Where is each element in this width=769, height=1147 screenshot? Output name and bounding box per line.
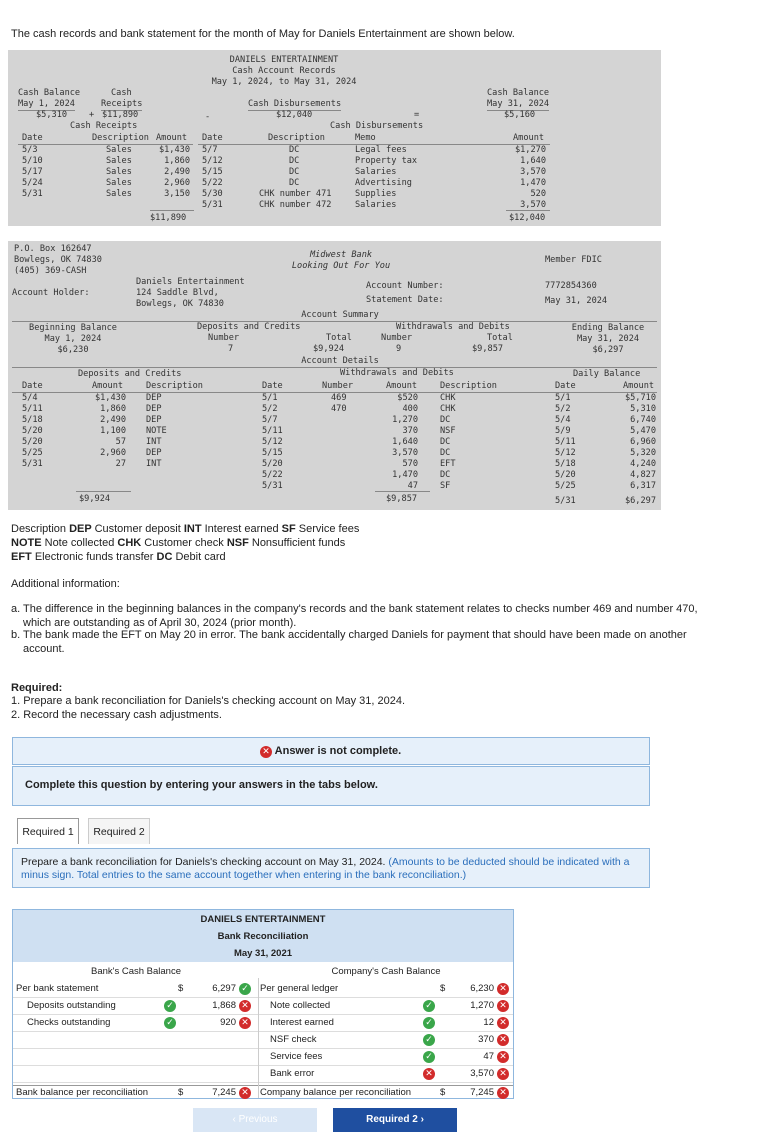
receipt-amount: 3,150 bbox=[164, 189, 190, 199]
withdrawal-amount: 3,570 bbox=[392, 448, 418, 458]
summary-dep-total-label: Total bbox=[326, 333, 352, 343]
disb-amount: 3,570 bbox=[520, 167, 546, 177]
summary-wd-total-label: Total bbox=[487, 333, 513, 343]
daily-amount: $6,297 bbox=[624, 496, 656, 506]
disb-memo: Property tax bbox=[355, 156, 418, 166]
previous-label: Previous bbox=[238, 1114, 278, 1125]
wd-header-desc: Description bbox=[440, 381, 497, 391]
legend-text: Note collected bbox=[44, 537, 118, 549]
bank-row-label[interactable]: Deposits outstanding bbox=[27, 1000, 116, 1011]
additional-title: Additional information: bbox=[11, 578, 120, 590]
book-row-value[interactable]: 1,270 bbox=[470, 1000, 494, 1011]
tab-content-instruction bbox=[12, 848, 650, 888]
disb-amount: 1,640 bbox=[520, 156, 546, 166]
daily-header-amount: Amount bbox=[623, 381, 655, 391]
summary-wd-number: 9 bbox=[396, 344, 402, 354]
instructions-banner bbox=[12, 766, 650, 806]
bank-row-label[interactable]: Per bank statement bbox=[16, 983, 99, 994]
deposit-amount: 27 bbox=[115, 459, 126, 469]
withdrawal-amount: 570 bbox=[402, 459, 418, 469]
legend-text: Electronic funds transfer bbox=[34, 551, 157, 563]
error-icon: ✕ bbox=[497, 983, 509, 995]
withdrawal-amount: 1,640 bbox=[392, 437, 418, 447]
receipts-label2: Receipts bbox=[101, 99, 143, 109]
legend-text: Interest earned bbox=[204, 523, 282, 535]
daily-date: 5/1 bbox=[555, 393, 571, 403]
daily-date: 5/2 bbox=[555, 404, 571, 414]
daily-date: 5/4 bbox=[555, 415, 571, 425]
legend-code: DC bbox=[156, 551, 176, 563]
withdrawal-desc: SF bbox=[440, 481, 451, 491]
minus-sign: - bbox=[205, 112, 211, 122]
beginning-balance-label2: May 1, 2024 bbox=[44, 334, 102, 344]
deposit-amount: 1,100 bbox=[100, 426, 126, 436]
withdrawal-date: 5/31 bbox=[262, 481, 283, 491]
book-row-label[interactable]: Service fees bbox=[270, 1051, 323, 1062]
account-holder-street: 124 Saddle Blvd, bbox=[136, 288, 219, 298]
receipts-header-date: Date bbox=[22, 133, 43, 143]
book-row-label[interactable]: Per general ledger bbox=[260, 983, 339, 994]
receipt-desc: Sales bbox=[106, 156, 132, 166]
deposit-desc: DEP bbox=[146, 404, 162, 414]
daily-amount: 6,960 bbox=[630, 437, 656, 447]
legend-text: Nonsufficient funds bbox=[251, 537, 346, 549]
deposit-desc: INT bbox=[146, 459, 162, 469]
next-button[interactable] bbox=[333, 1108, 457, 1132]
withdrawal-number: 469 bbox=[331, 393, 347, 403]
deposit-amount: 1,860 bbox=[100, 404, 126, 414]
plus-sign: + bbox=[89, 110, 95, 120]
legend-text: Customer check bbox=[144, 537, 227, 549]
deposit-amount: 57 bbox=[115, 437, 126, 447]
daily-amount: 6,740 bbox=[630, 415, 656, 425]
recon-row-divider bbox=[13, 1014, 513, 1015]
wd-detail-total: $9,857 bbox=[386, 494, 418, 504]
deposit-desc: DEP bbox=[146, 393, 162, 403]
receipt-desc: Sales bbox=[106, 178, 132, 188]
book-row-label[interactable]: NSF check bbox=[270, 1034, 317, 1045]
withdrawal-desc: DC bbox=[440, 415, 451, 425]
receipts-value: $11,890 bbox=[102, 110, 139, 120]
daily-amount: 4,240 bbox=[630, 459, 656, 469]
end-balance-label2: May 31, 2024 bbox=[487, 99, 550, 109]
book-total-value[interactable]: 7,245 bbox=[470, 1087, 494, 1098]
required-item1: 1. Prepare a bank reconciliation for Daniels's checking account on May 31, 2024. bbox=[11, 695, 406, 707]
wd-header-date: Date bbox=[262, 381, 283, 391]
disb-date: 5/22 bbox=[202, 178, 223, 188]
beg-balance-label1: Cash Balance bbox=[18, 88, 81, 98]
disb-total: $12,040 bbox=[509, 213, 546, 223]
check-icon: ✓ bbox=[164, 1017, 176, 1029]
daily-amount: 6,317 bbox=[630, 481, 656, 491]
daily-date: 5/25 bbox=[555, 481, 576, 491]
ending-balance-label2: May 31, 2024 bbox=[576, 334, 640, 344]
receipt-date: 5/31 bbox=[22, 189, 43, 199]
deposit-date: 5/18 bbox=[22, 415, 43, 425]
withdrawal-desc: DC bbox=[440, 470, 451, 480]
legend-text: Customer deposit bbox=[94, 523, 184, 535]
bank-side-title: Bank's Cash Balance bbox=[90, 966, 181, 977]
error-icon: ✕ bbox=[497, 1087, 509, 1099]
error-icon: ✕ bbox=[423, 1068, 435, 1080]
recon-company: DANIELS ENTERTAINMENT bbox=[200, 914, 326, 925]
deposit-desc: INT bbox=[146, 437, 162, 447]
daily-amount: 5,470 bbox=[630, 426, 656, 436]
account-number: 7772854360 bbox=[545, 281, 597, 291]
error-icon: ✕ bbox=[497, 1068, 509, 1080]
bank-currency: $ bbox=[178, 983, 184, 994]
withdrawal-date: 5/11 bbox=[262, 426, 283, 436]
disb-section-label: Cash Disbursements bbox=[330, 121, 424, 131]
disb-header-date: Date bbox=[202, 133, 223, 143]
account-holder-name: Daniels Entertainment bbox=[136, 277, 245, 287]
receipts-total-rule bbox=[150, 210, 194, 211]
withdrawal-amount: $520 bbox=[397, 393, 418, 403]
wd-header-amount: Amount bbox=[386, 381, 418, 391]
disb-desc: DC bbox=[289, 156, 300, 166]
book-total-label: Company balance per reconciliation bbox=[260, 1087, 412, 1098]
recon-row-divider bbox=[13, 997, 513, 998]
daily-amount: $5,710 bbox=[624, 393, 656, 403]
bank-name: Midwest Bank bbox=[309, 250, 373, 260]
legend-code: NOTE bbox=[11, 537, 45, 549]
additional-b: b. The bank made the EFT on May 20 in error. The bank accidentally charged Daniels for payment that should have been made on another account. bbox=[11, 629, 687, 655]
disb-total-rule bbox=[506, 210, 550, 211]
ending-balance-label1: Ending Balance bbox=[571, 323, 645, 333]
error-icon: ✕ bbox=[497, 1034, 509, 1046]
status-banner bbox=[12, 737, 650, 765]
tab-required-2[interactable]: Required 2 bbox=[88, 818, 150, 844]
dep-total-rule bbox=[76, 491, 131, 492]
end-balance-value: $5,160 bbox=[504, 110, 536, 120]
receipt-desc: Sales bbox=[106, 189, 132, 199]
summary-dep-number-label: Number bbox=[208, 333, 240, 343]
withdrawal-desc: DC bbox=[440, 437, 451, 447]
deposit-desc: NOTE bbox=[146, 426, 167, 436]
recon-total-rule bbox=[13, 1085, 513, 1086]
disb-memo: Salaries bbox=[355, 167, 397, 177]
withdrawal-amount: 47 bbox=[407, 481, 418, 491]
disb-desc: CHK number 471 bbox=[259, 189, 332, 199]
bank-address2: Bowlegs, OK 74830 bbox=[14, 255, 102, 265]
withdrawal-amount: 1,470 bbox=[392, 470, 418, 480]
bank-row-label[interactable]: Checks outstanding bbox=[27, 1017, 111, 1028]
equals-sign: = bbox=[414, 110, 420, 120]
chevron-left-icon: ‹ bbox=[232, 1114, 236, 1125]
disb-desc: DC bbox=[289, 167, 300, 177]
error-icon: ✕ bbox=[497, 1000, 509, 1012]
receipts-section-label: Cash Receipts bbox=[70, 121, 138, 131]
receipts-header-desc: Description bbox=[92, 133, 149, 143]
disb-header-memo: Memo bbox=[355, 133, 376, 143]
legend-code: DEP bbox=[69, 523, 95, 535]
summary-deposits-label: Deposits and Credits bbox=[197, 322, 301, 332]
bank-row-value[interactable]: 6,297 bbox=[212, 983, 236, 994]
disb-desc: DC bbox=[289, 145, 300, 155]
receipt-date: 5/24 bbox=[22, 178, 43, 188]
dep-header-amount: Amount bbox=[92, 381, 124, 391]
details-withdrawals-label: Withdrawals and Debits bbox=[340, 368, 454, 378]
error-icon: ✕ bbox=[497, 1051, 509, 1063]
daily-date: 5/11 bbox=[555, 437, 576, 447]
check-icon: ✓ bbox=[239, 983, 251, 995]
legend-line1 bbox=[11, 522, 359, 536]
cash-records-title: Cash Account Records bbox=[232, 66, 336, 76]
legend-code: CHK bbox=[117, 537, 145, 549]
deposit-desc: DEP bbox=[146, 415, 162, 425]
legend-code: SF bbox=[281, 523, 299, 535]
book-row-value[interactable]: 370 bbox=[478, 1034, 494, 1045]
deposit-date: 5/11 bbox=[22, 404, 43, 414]
account-holder-city: Bowlegs, OK 74830 bbox=[136, 299, 224, 309]
withdrawal-amount: 370 bbox=[402, 426, 418, 436]
book-row-label[interactable]: Interest earned bbox=[270, 1017, 334, 1028]
bank-row-value[interactable]: 1,868 bbox=[212, 1000, 236, 1011]
receipt-date: 5/3 bbox=[22, 145, 38, 155]
legend-line3 bbox=[11, 550, 226, 564]
summary-dep-total: $9,924 bbox=[313, 344, 345, 354]
cash-records-company: DANIELS ENTERTAINMENT bbox=[229, 55, 339, 65]
receipts-label1: Cash bbox=[111, 88, 132, 98]
ending-balance-value: $6,297 bbox=[592, 345, 624, 355]
disb-amount: 520 bbox=[530, 189, 546, 199]
account-number-label: Account Number: bbox=[366, 281, 444, 291]
disb-desc: CHK number 472 bbox=[259, 200, 332, 210]
bank-total-currency: $ bbox=[178, 1087, 184, 1098]
summary-rule bbox=[12, 321, 657, 322]
account-details-title: Account Details bbox=[301, 356, 379, 366]
receipts-total: $11,890 bbox=[150, 213, 187, 223]
disb-date: 5/7 bbox=[202, 145, 218, 155]
daily-header-date: Date bbox=[555, 381, 576, 391]
receipt-amount: $1,430 bbox=[158, 145, 190, 155]
deposit-amount: 2,490 bbox=[100, 415, 126, 425]
receipt-amount: 2,490 bbox=[164, 167, 190, 177]
beginning-balance-label1: Beginning Balance bbox=[29, 323, 117, 333]
recon-row-divider bbox=[13, 1048, 513, 1049]
error-icon: ✕ bbox=[260, 746, 272, 758]
disb-amount: 3,570 bbox=[520, 200, 546, 210]
dep-header-date: Date bbox=[22, 381, 43, 391]
recon-date: May 31, 2021 bbox=[233, 948, 293, 959]
book-row-label[interactable]: Note collected bbox=[270, 1000, 331, 1011]
bank-slogan: Looking Out For You bbox=[291, 261, 391, 271]
summary-withdrawals-label: Withdrawals and Debits bbox=[396, 322, 510, 332]
legend-code: INT bbox=[183, 523, 205, 535]
withdrawal-date: 5/20 bbox=[262, 459, 283, 469]
beginning-balance-value: $6,230 bbox=[57, 345, 89, 355]
disb-header-desc: Description bbox=[268, 133, 325, 143]
intro-text: The cash records and bank statement for the month of May for Daniels Entertainment are shown below. bbox=[11, 28, 515, 40]
withdrawal-date: 5/1 bbox=[262, 393, 278, 403]
withdrawal-desc: CHK bbox=[440, 393, 456, 403]
disb-memo: Legal fees bbox=[355, 145, 407, 155]
book-total-currency: $ bbox=[440, 1087, 446, 1098]
withdrawal-date: 5/2 bbox=[262, 404, 278, 414]
deposit-desc: DEP bbox=[146, 448, 162, 458]
error-icon: ✕ bbox=[239, 1087, 251, 1099]
summary-wd-number-label: Number bbox=[381, 333, 413, 343]
end-balance-label1: Cash Balance bbox=[487, 88, 550, 98]
recon-row-divider bbox=[13, 1031, 513, 1032]
check-icon: ✓ bbox=[423, 1034, 435, 1046]
deposit-date: 5/4 bbox=[22, 393, 38, 403]
receipt-date: 5/17 bbox=[22, 167, 43, 177]
daily-date: 5/9 bbox=[555, 426, 571, 436]
legend-code: Description bbox=[11, 523, 70, 535]
deposit-amount: 2,960 bbox=[100, 448, 126, 458]
wd-total-rule bbox=[375, 491, 430, 492]
wd-header-number: Number bbox=[322, 381, 354, 391]
bank-total-value[interactable]: 7,245 bbox=[212, 1087, 236, 1098]
deposit-amount: $1,430 bbox=[94, 393, 126, 403]
check-icon: ✓ bbox=[423, 1017, 435, 1029]
book-row-label[interactable]: Bank error bbox=[270, 1068, 315, 1079]
bank-address1: P.O. Box 162647 bbox=[14, 244, 92, 254]
summary-dep-number: 7 bbox=[228, 344, 234, 354]
book-row-value[interactable]: 47 bbox=[483, 1051, 494, 1062]
dep-header-desc: Description bbox=[146, 381, 203, 391]
previous-button[interactable] bbox=[193, 1108, 317, 1132]
account-summary-title: Account Summary bbox=[301, 310, 379, 320]
recon-column-divider bbox=[258, 978, 259, 1098]
details-daily-label: Daily Balance bbox=[573, 369, 641, 379]
disb-amount: $1,270 bbox=[514, 145, 546, 155]
receipts-header-amount: Amount bbox=[156, 133, 188, 143]
account-holder-label: Account Holder: bbox=[12, 288, 90, 298]
daily-amount: 5,320 bbox=[630, 448, 656, 458]
error-icon: ✕ bbox=[239, 1000, 251, 1012]
error-icon: ✕ bbox=[239, 1017, 251, 1029]
beg-balance-label2: May 1, 2024 bbox=[18, 99, 75, 109]
withdrawal-desc: DC bbox=[440, 448, 451, 458]
complete-text: Complete this question by entering your answers in the tabs below. bbox=[25, 779, 378, 791]
book-currency: $ bbox=[440, 983, 446, 994]
withdrawal-desc: CHK bbox=[440, 404, 456, 414]
summary-wd-total: $9,857 bbox=[472, 344, 504, 354]
withdrawal-amount: 1,270 bbox=[392, 415, 418, 425]
details-rule bbox=[12, 367, 657, 368]
book-row-value[interactable]: 3,570 bbox=[470, 1068, 494, 1079]
check-icon: ✓ bbox=[164, 1000, 176, 1012]
deposit-date: 5/25 bbox=[22, 448, 43, 458]
withdrawal-date: 5/22 bbox=[262, 470, 283, 480]
error-icon: ✕ bbox=[497, 1017, 509, 1029]
disb-header-amount: Amount bbox=[513, 133, 545, 143]
withdrawal-desc: EFT bbox=[440, 459, 456, 469]
book-row-value[interactable]: 6,230 bbox=[470, 983, 494, 994]
receipt-desc: Sales bbox=[106, 145, 132, 155]
disb-value: $12,040 bbox=[276, 110, 313, 120]
disb-label: Cash Disbursements bbox=[248, 99, 342, 109]
required-item2: 2. Record the necessary cash adjustments. bbox=[11, 709, 222, 721]
chevron-right-icon: › bbox=[420, 1114, 424, 1125]
statement-date-label: Statement Date: bbox=[366, 295, 444, 305]
dep-detail-total: $9,924 bbox=[79, 494, 111, 504]
member-fdic: Member FDIC bbox=[545, 255, 602, 265]
recon-title: Bank Reconciliation bbox=[217, 931, 309, 942]
legend-line2 bbox=[11, 536, 345, 550]
check-icon: ✓ bbox=[423, 1051, 435, 1063]
receipt-amount: 2,960 bbox=[164, 178, 190, 188]
next-label: Required 2 bbox=[366, 1114, 418, 1125]
recon-row-divider bbox=[13, 1065, 513, 1066]
disb-memo: Advertising bbox=[355, 178, 412, 188]
withdrawal-number: 470 bbox=[331, 404, 347, 414]
tab-required-1[interactable]: Required 1 bbox=[17, 818, 79, 844]
required-title: Required: bbox=[11, 682, 63, 694]
daily-date: 5/20 bbox=[555, 470, 576, 480]
disb-date: 5/31 bbox=[202, 200, 223, 210]
disb-date: 5/30 bbox=[202, 189, 223, 199]
disb-date: 5/15 bbox=[202, 167, 223, 177]
instruction-text: Prepare a bank reconciliation for Daniels's checking account on May 31, 2024. bbox=[21, 856, 386, 868]
disb-memo: Supplies bbox=[355, 189, 397, 199]
legend-text: Service fees bbox=[298, 523, 360, 535]
legend-code: NSF bbox=[226, 537, 252, 549]
instruction-note: (Amounts to be deducted should be indicated with a minus sign. Total entries to the same account together when entering in the bank reconciliation.) bbox=[21, 856, 630, 881]
beg-balance-value: $5,310 bbox=[36, 110, 68, 120]
receipt-desc: Sales bbox=[106, 167, 132, 177]
bank-total-label: Bank balance per reconciliation bbox=[16, 1087, 149, 1098]
disb-desc: DC bbox=[289, 178, 300, 188]
deposit-date: 5/20 bbox=[22, 437, 43, 447]
details-deposits-label: Deposits and Credits bbox=[78, 369, 182, 379]
daily-date: 5/12 bbox=[555, 448, 576, 458]
recon-row-divider bbox=[13, 1082, 513, 1083]
daily-date: 5/18 bbox=[555, 459, 576, 469]
check-icon: ✓ bbox=[423, 1000, 435, 1012]
additional-a: a. The difference in the beginning balances in the company's records and the bank statement relates to checks number 469 and number 470, which are outstanding as of April 30, 2024 (prior month). bbox=[11, 603, 698, 629]
legend-text: Debit card bbox=[175, 551, 226, 563]
daily-amount: 5,310 bbox=[630, 404, 656, 414]
disb-amount: 1,470 bbox=[520, 178, 546, 188]
bank-row-value[interactable]: 920 bbox=[220, 1017, 236, 1028]
daily-date: 5/31 bbox=[555, 496, 576, 506]
status-text: Answer is not complete. bbox=[274, 745, 402, 757]
withdrawal-date: 5/12 bbox=[262, 437, 283, 447]
deposit-date: 5/20 bbox=[22, 426, 43, 436]
withdrawal-date: 5/7 bbox=[262, 415, 278, 425]
book-row-value[interactable]: 12 bbox=[483, 1017, 494, 1028]
deposit-date: 5/31 bbox=[22, 459, 43, 469]
legend-code: EFT bbox=[11, 551, 35, 563]
withdrawal-amount: 400 bbox=[402, 404, 418, 414]
book-side-title: Company's Cash Balance bbox=[331, 966, 441, 977]
receipt-amount: 1,860 bbox=[164, 156, 190, 166]
receipt-date: 5/10 bbox=[22, 156, 43, 166]
statement-date: May 31, 2024 bbox=[545, 296, 608, 306]
withdrawal-desc: NSF bbox=[440, 426, 456, 436]
bank-phone: (405) 369-CASH bbox=[14, 266, 87, 276]
withdrawal-date: 5/15 bbox=[262, 448, 283, 458]
disb-date: 5/12 bbox=[202, 156, 223, 166]
cash-records-period: May 1, 2024, to May 31, 2024 bbox=[211, 77, 357, 87]
disb-memo: Salaries bbox=[355, 200, 397, 210]
daily-amount: 4,827 bbox=[630, 470, 656, 480]
